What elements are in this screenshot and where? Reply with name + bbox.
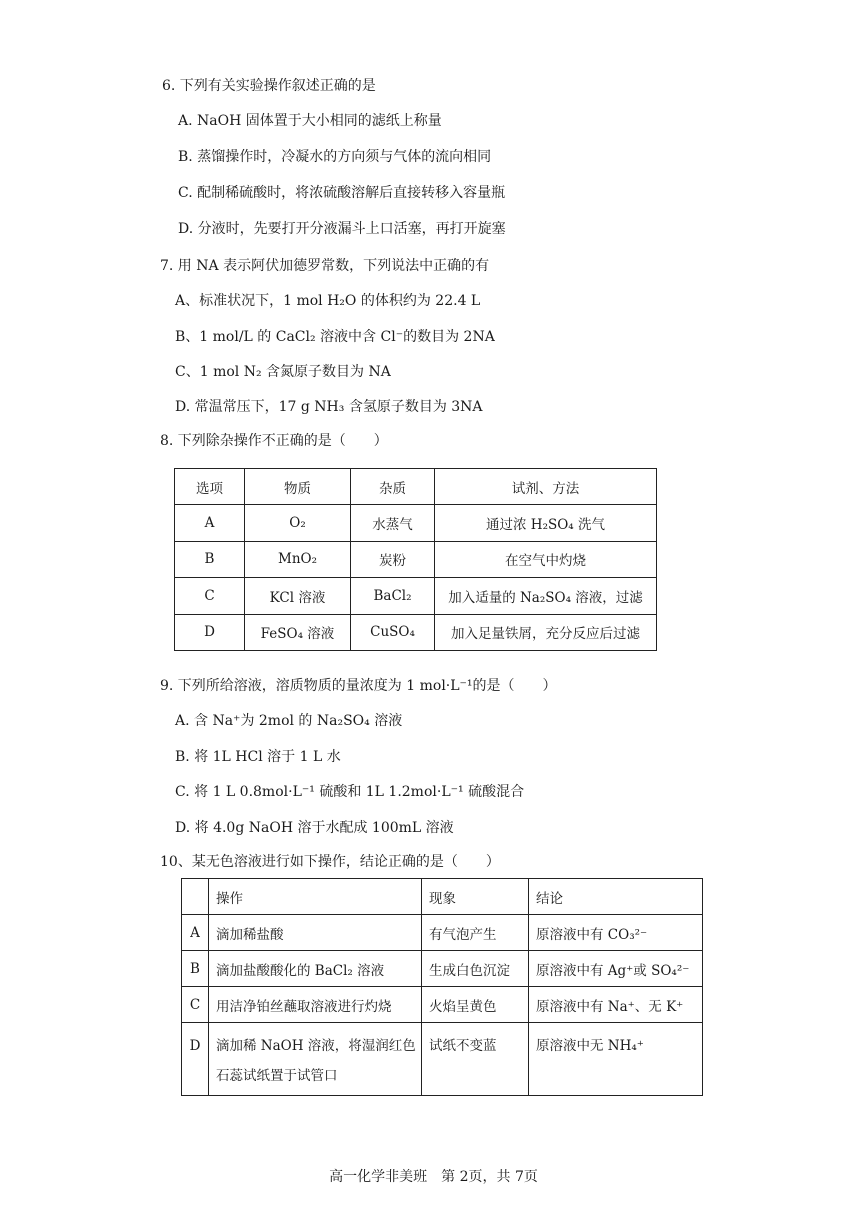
table-cell: 水蒸气 [351,505,435,541]
question-9-option-d: D. 将 4.0g NaOH 溶于水配成 100mL 溶液 [175,820,454,836]
table-cell: FeSO₄ 溶液 [245,614,351,650]
table-cell: 原溶液中无 NH₄⁺ [529,1023,703,1096]
table-cell: 试纸不变蓝 [422,1023,529,1096]
table-cell: KCl 溶液 [245,578,351,614]
table-cell: D [175,614,245,650]
table-cell: O₂ [245,505,351,541]
question-8-stem: 8. 下列除杂操作不正确的是（ ） [160,433,388,449]
question-9-option-c: C. 将 1 L 0.8mol·L⁻¹ 硫酸和 1L 1.2mol·L⁻¹ 硫酸混合 [175,784,525,800]
question-9-stem: 9. 下列所给溶液，溶质物质的量浓度为 1 mol·L⁻¹的是（ ） [160,678,557,694]
table-cell: D [182,1023,209,1096]
header-cell: 结论 [529,879,703,915]
table-cell: 滴加稀 NaOH 溶液，将湿润红色石蕊试纸置于试管口 [209,1023,422,1096]
question-7-option-c: C、1 mol N₂ 含氮原子数目为 NA [175,364,391,380]
question-10-stem: 10、某无色溶液进行如下操作，结论正确的是（ ） [160,854,500,870]
table-row [175,614,657,650]
table-cell: 加入适量的 Na₂SO₄ 溶液，过滤 [435,578,657,614]
table-row [175,578,657,614]
table-cell: C [182,987,209,1023]
table-cell: A [175,505,245,541]
question-6-option-b: B. 蒸馏操作时，冷凝水的方向须与气体的流向相同 [178,149,492,165]
header-cell: 现象 [422,879,529,915]
table-cell: 用洁净铂丝蘸取溶液进行灼烧 [209,987,422,1023]
table-header-row [175,469,657,505]
header-cell: 试剂、方法 [435,469,657,505]
table-row [182,987,703,1023]
table-cell: 原溶液中有 CO₃²⁻ [529,915,703,951]
table-cell: MnO₂ [245,541,351,577]
table-cell: 通过浓 H₂SO₄ 洗气 [435,505,657,541]
table-cell: B [182,951,209,987]
table-cell: 滴加盐酸酸化的 BaCl₂ 溶液 [209,951,422,987]
page-footer: 高一化学非美班 第 2页，共 7页 [329,1169,538,1185]
table-cell: 生成白色沉淀 [422,951,529,987]
table-header-row [182,879,703,915]
question-7-stem: 7. 用 NA 表示阿伏加德罗常数，下列说法中正确的有 [160,258,490,274]
question-6-stem: 6. 下列有关实验操作叙述正确的是 [162,78,376,94]
table-cell: 有气泡产生 [422,915,529,951]
header-cell: 杂质 [351,469,435,505]
question-10-table [181,878,703,1096]
question-6-option-d: D. 分液时，先要打开分液漏斗上口活塞，再打开旋塞 [178,221,506,237]
table-row [175,541,657,577]
table-cell: 原溶液中有 Ag⁺或 SO₄²⁻ [529,951,703,987]
question-9-option-b: B. 将 1L HCl 溶于 1 L 水 [175,749,341,765]
table-cell: CuSO₄ [351,614,435,650]
question-9-option-a: A. 含 Na⁺为 2mol 的 Na₂SO₄ 溶液 [175,713,403,729]
question-6-option-a: A. NaOH 固体置于大小相同的滤纸上称量 [178,113,442,129]
table-cell: 火焰呈黄色 [422,987,529,1023]
header-cell [182,879,209,915]
table-cell: 滴加稀盐酸 [209,915,422,951]
table-row [182,951,703,987]
table-cell: 炭粉 [351,541,435,577]
question-8-table [174,468,657,651]
table-row [175,505,657,541]
table-cell: 原溶液中有 Na⁺、无 K⁺ [529,987,703,1023]
question-7-option-b: B、1 mol/L 的 CaCl₂ 溶液中含 Cl⁻的数目为 2NA [175,329,495,345]
table-cell: 在空气中灼烧 [435,541,657,577]
header-cell: 操作 [209,879,422,915]
question-7-option-a: A、标准状况下，1 mol H₂O 的体积约为 22.4 L [175,293,481,309]
table-row [182,1023,703,1096]
table-cell: 加入足量铁屑，充分反应后过滤 [435,614,657,650]
table-cell: A [182,915,209,951]
question-6-option-c: C. 配制稀硫酸时，将浓硫酸溶解后直接转移入容量瓶 [178,185,506,201]
table-cell: B [175,541,245,577]
table-cell: BaCl₂ [351,578,435,614]
header-cell: 物质 [245,469,351,505]
table-cell: C [175,578,245,614]
question-7-option-d: D. 常温常压下，17 g NH₃ 含氢原子数目为 3NA [175,399,483,415]
header-cell: 选项 [175,469,245,505]
table-row [182,915,703,951]
